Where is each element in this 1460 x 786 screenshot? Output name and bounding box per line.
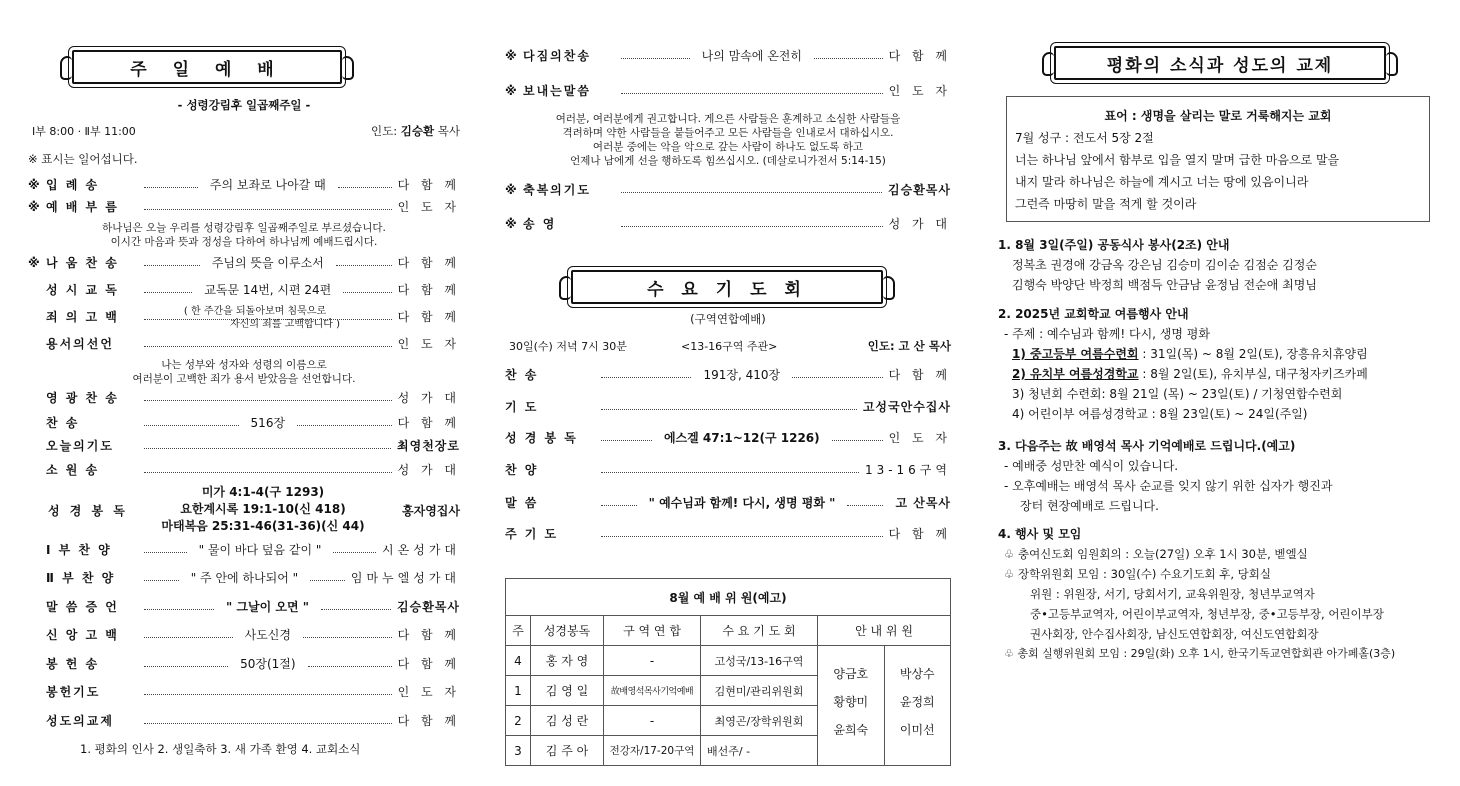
news-line: - 오후예배는 배영석 목사 순교를 잊지 않기 위한 십자가 행진과: [1004, 479, 1333, 493]
stand-mark: ※: [28, 255, 40, 270]
verse-line: 내지 말라 하나님은 하늘에 계시고 너는 땅에 있음이니라: [1015, 175, 1309, 189]
order-item: [28, 541, 460, 558]
dot-leader: [144, 723, 392, 724]
order-content: 516장: [245, 414, 292, 431]
dot-leader: [601, 440, 652, 441]
confession-note-line: 자신의 죄를 고백합니다 ): [230, 319, 341, 330]
news-line: - 예배중 성만찬 예식이 있습니다.: [1004, 459, 1179, 473]
table-header: 성경봉독: [531, 616, 604, 646]
table-cell: 故배영석목사기억예배: [604, 676, 701, 706]
order-label: 영 광 찬 송: [46, 391, 119, 405]
order-label: 성도의교제: [46, 714, 114, 728]
dot-leader: [144, 400, 392, 401]
order-item: [505, 215, 951, 232]
table-cell: -: [604, 706, 701, 736]
banner-curl-icon: [60, 56, 72, 80]
order-item: [505, 366, 951, 383]
dot-leader: [847, 505, 883, 506]
motto-box: [1006, 96, 1430, 222]
august-worship-committee-table: [505, 578, 951, 766]
call-to-worship-text: [28, 221, 460, 249]
order-responsible: 다 함 께: [397, 283, 461, 297]
order-label: 봉헌기도: [46, 685, 101, 699]
news-line: [998, 344, 1368, 364]
order-responsible: 다 함 께: [888, 527, 951, 541]
order-responsible: 인 도 자: [397, 337, 460, 351]
dot-leader: [144, 265, 200, 266]
dot-leader: [303, 637, 392, 638]
sending-line: 여러분, 여러분에게 권고합니다. 게으른 사람들은 훈계하고 소심한 사람들을: [555, 113, 901, 125]
dot-leader: [144, 425, 239, 426]
event-name: 1) 중고등부 여름수련회: [1012, 347, 1139, 361]
order-item: [505, 429, 951, 446]
banner-curl-icon: [883, 276, 895, 300]
scripture-line: 요한계시록 19:1-10(신 418): [180, 502, 346, 516]
table-cell: 최영곤/장학위원회: [701, 706, 818, 736]
order-responsible: 시온성가대: [382, 543, 461, 557]
table-cell: 4: [506, 646, 531, 676]
dot-leader: [832, 440, 883, 441]
table-cell: 전강자/17-20구역: [604, 736, 701, 766]
pardon-line: 여러분이 고백한 죄가 용서 받았음을 선언합니다.: [132, 373, 356, 385]
usher-name: 윤정희: [899, 695, 935, 709]
order-content: 191장, 410장: [697, 366, 786, 383]
wednesday-sub: (구역연합예배): [690, 312, 766, 326]
order-item: [28, 626, 460, 643]
order-responsible: 인 도 자: [397, 200, 460, 214]
order-label: 주 기 도: [505, 527, 559, 541]
news-line: 중•고등부교역자, 어린이부교역자, 청년부장, 중•고등부장, 어린이부장: [1030, 607, 1384, 621]
order-label: 예 배 부 름: [46, 200, 119, 214]
order-item: [28, 281, 460, 298]
order-content: 주님의 뜻을 이루소서: [206, 254, 330, 271]
order-item: [28, 655, 460, 672]
table-cell: 김현미/관리위원회: [701, 676, 818, 706]
sending-line: 격려하며 약한 사람들을 붙들어주고 모든 사람들을 인내로서 대하십시오.: [562, 127, 894, 139]
pardon-line: 나는 성부와 성자와 성령의 이름으로: [161, 359, 327, 371]
order-label: 축복의기도: [523, 183, 591, 197]
dot-leader: [338, 187, 392, 188]
verse-ref: 7월 성구 : 전도서 5장 2절: [1015, 131, 1154, 145]
news-item-3: [998, 436, 1332, 516]
order-item: [505, 461, 951, 478]
table-cell: 배선주/ -: [701, 736, 818, 766]
banner-curl-icon: [1386, 52, 1398, 76]
order-label: 소 원 송: [46, 463, 100, 477]
ushers-group-a: [818, 646, 885, 765]
banner-curl-icon: [1042, 52, 1054, 76]
order-responsible: 고성국안수집사: [862, 400, 951, 414]
dot-leader: [814, 58, 883, 59]
banner-curl-icon: [559, 276, 571, 300]
sending-words-text: [505, 112, 951, 168]
dot-leader: [144, 580, 179, 581]
order-label: 성 경 봉 독: [505, 431, 578, 445]
order-label: 나 움 찬 송: [46, 256, 119, 270]
news-title: 4. 행사 및 모임: [998, 527, 1082, 541]
stand-mark: ※: [505, 216, 517, 231]
order-label: 봉 헌 송: [46, 657, 100, 671]
table-header: 구 역 연 합: [604, 616, 701, 646]
order-content: " 주 안에 하나되어 ": [185, 569, 304, 586]
order-responsible: 다 함 께: [397, 256, 460, 270]
wednesday-time: 30일(수) 저녁 7시 30분: [509, 340, 627, 353]
order-content: " 그날이 오면 ": [220, 598, 315, 615]
stand-mark: ※: [505, 48, 517, 63]
news-title: 3. 다음주는 故 배영석 목사 기억예배로 드립니다.(예고): [998, 439, 1296, 453]
news-line: ♧ 장학위원회 모임 : 30일(수) 수요기도회 후, 당회실: [1004, 567, 1271, 581]
table-cell: 2: [506, 706, 531, 736]
table-header: 안 내 위 원: [818, 616, 951, 646]
order-responsible: 다 함 께: [397, 657, 461, 671]
scripture-reader: 홍자영집사: [402, 504, 460, 518]
order-responsible: 인 도 자: [888, 84, 951, 98]
order-content: 교독문 14번, 시편 24편: [198, 281, 337, 298]
dot-leader: [144, 609, 214, 610]
order-responsible: 성 가 대: [397, 463, 460, 477]
order-responsible: 13-16구역: [864, 463, 951, 477]
news-banner: [1054, 46, 1386, 80]
dot-leader: [321, 609, 391, 610]
dot-leader: [621, 93, 883, 94]
news-line: 장터 현장예배로 드립니다.: [1020, 499, 1159, 513]
usher-name: 이미선: [899, 723, 935, 737]
usher-name: 양금호: [833, 667, 869, 681]
order-label: 찬 양: [505, 463, 539, 477]
news-line: 4) 어린이부 여름성경학교 : 8월 23일(토) ~ 24일(주일): [1012, 407, 1308, 421]
order-content: 나의 맘속에 온전히: [696, 47, 808, 64]
order-item: [28, 461, 460, 478]
dot-leader: [144, 552, 187, 553]
news-item-2: [998, 304, 1368, 424]
dot-leader: [144, 292, 192, 293]
dot-leader: [601, 409, 857, 410]
banner-curl-icon: [342, 56, 354, 80]
news-title: 2. 2025년 교회학교 여름행사 안내: [998, 307, 1189, 321]
news-line: 권사회장, 안수집사회장, 남신도연합회장, 여신도연합회장: [1030, 627, 1319, 641]
table-cell: 1: [506, 676, 531, 706]
dot-leader: [297, 425, 392, 426]
order-responsible: 인 도 자: [397, 685, 460, 699]
table-header: 수 요 기 도 회: [701, 616, 818, 646]
news-line: - 주제 : 예수님과 함께! 다시, 생명 평화: [1004, 327, 1210, 341]
event-name: 2) 유치부 여름성경학교: [1012, 367, 1139, 381]
table-cell: 김 주 아: [531, 736, 604, 766]
news-item-1: [998, 235, 1317, 295]
order-item: [28, 683, 460, 700]
dot-leader: [343, 292, 391, 293]
order-item: [28, 198, 460, 215]
usher-name: 황향미: [833, 695, 869, 709]
leader-name: 김승환: [400, 124, 435, 138]
order-label: 찬 송: [46, 416, 80, 430]
news-line: ♧ 총회 실행위원회 모임 : 29일(화) 오후 1시, 한국기독교연합회관 아가페홀(3층): [1004, 647, 1396, 660]
table-header: 주: [506, 616, 531, 646]
order-label: 성 시 교 독: [46, 283, 119, 297]
news-title: 1. 8월 3일(주일) 공동식사 봉사(2조) 안내: [998, 238, 1230, 252]
stand-mark: ※: [28, 177, 40, 192]
order-item: [505, 494, 951, 511]
leader-suffix: 목사: [437, 124, 460, 138]
sunday-worship-banner: [72, 50, 342, 84]
dot-leader: [144, 472, 392, 473]
order-responsible: 임마누엘성가대: [350, 571, 461, 585]
ushers-cell: [818, 646, 951, 766]
order-content: 50장(1절): [234, 655, 301, 672]
event-detail: : 8월 2일(토), 유치부실, 대구청자키즈카페: [1138, 367, 1368, 381]
table-row: [506, 646, 951, 676]
order-item: [505, 398, 951, 415]
table-cell: -: [604, 646, 701, 676]
order-item: [28, 335, 460, 352]
dot-leader: [621, 58, 690, 59]
dot-leader: [144, 346, 392, 347]
dot-leader: [601, 505, 637, 506]
stand-note: ※ 표시는 일어섭니다.: [28, 152, 138, 166]
usher-name: 윤희숙: [833, 723, 869, 737]
order-label: 신 앙 고 백: [46, 628, 119, 642]
order-label: 죄 의 고 백: [46, 310, 119, 324]
dot-leader: [144, 187, 198, 188]
order-responsible: 고 산목사: [895, 496, 951, 510]
order-content: 주의 보좌로 나아갈 때: [204, 176, 332, 193]
usher-name: 박상수: [899, 667, 935, 681]
order-content: 사도신경: [239, 626, 297, 643]
scripture-line: 마태복음 25:31-46(31-36)(신 44): [161, 519, 365, 533]
order-responsible: 성 가 대: [888, 217, 951, 231]
stand-mark: ※: [505, 182, 517, 197]
table-cell: 김 성 란: [531, 706, 604, 736]
order-item: [505, 181, 951, 198]
order-label: 용서의선언: [46, 337, 114, 351]
dot-leader: [333, 552, 376, 553]
order-item: [28, 176, 460, 193]
order-item: [28, 389, 460, 406]
order-label: 다짐의찬송: [523, 49, 591, 63]
order-item: [505, 47, 951, 64]
dot-leader: [621, 192, 882, 193]
banner-title: 평화의 소식과 성도의 교제: [1106, 55, 1334, 76]
dot-leader: [601, 472, 859, 473]
order-item: [28, 712, 460, 729]
news-line: 김행숙 박양단 박정희 백점득 안금남 윤정님 전순애 최명님: [1012, 278, 1317, 292]
dot-leader: [601, 377, 691, 378]
ushers-group-b: [885, 646, 951, 765]
stand-mark: ※: [28, 199, 40, 214]
order-label: 찬 송: [505, 368, 539, 382]
call-text-line: 이시간 마음과 뜻과 정성을 다하여 하나님께 예배드립시다.: [110, 236, 378, 248]
order-label: 보내는말씀: [523, 84, 591, 98]
worship-subtitle: - 성령강림후 일곱째주일 -: [177, 98, 311, 112]
leader-label: 인도:: [371, 124, 398, 138]
dot-leader: [308, 666, 392, 667]
order-label: 말 씀: [505, 496, 539, 510]
event-detail: : 31일(목) ~ 8월 2일(토), 장흥유치휴양림: [1138, 347, 1368, 361]
order-label: 기 도: [505, 400, 539, 414]
dot-leader: [144, 666, 228, 667]
verse-line: 너는 하나님 앞에서 함부로 입을 열지 말며 급한 마음으로 말을: [1015, 153, 1340, 167]
order-responsible: 다 함 께: [397, 714, 460, 728]
order-label: 송 영: [523, 217, 557, 231]
dot-leader: [601, 536, 883, 537]
dot-leader: [144, 694, 392, 695]
order-content: " 예수님과 함께! 다시, 생명 평화 ": [643, 494, 842, 511]
order-item: [28, 569, 460, 586]
wednesday-host: <13-16구역 주관>: [681, 340, 778, 353]
wednesday-leader: 인도: 고 산 목사: [867, 339, 951, 353]
order-item: [505, 525, 951, 542]
table-cell: 홍 자 영: [531, 646, 604, 676]
table-title: 8월 예 배 위 원(예고): [506, 579, 951, 616]
dot-leader: [144, 637, 233, 638]
news-line: ♧ 충여신도회 임원회의 : 오늘(27일) 오후 1시 30분, 벧엘실: [1004, 547, 1308, 561]
order-label: Ⅱ 부 찬 양: [46, 571, 116, 585]
order-label: Ⅰ 부 찬 양: [46, 543, 112, 557]
verse-line: 그런즉 마땅히 말을 적게 할 것이라: [1015, 197, 1197, 211]
order-item: [28, 254, 460, 271]
fellowship-note: 1. 평화의 인사 2. 생일축하 3. 새 가족 환영 4. 교회소식: [80, 742, 361, 756]
order-responsible: 성 가 대: [397, 391, 460, 405]
order-responsible: 다 함 께: [397, 310, 460, 324]
order-item: [28, 437, 460, 454]
order-label: 입 례 송: [46, 178, 100, 192]
dot-leader: [621, 226, 883, 227]
dot-leader: [336, 265, 392, 266]
order-content: " 물이 바다 덮음 같이 ": [193, 541, 328, 558]
order-item: [28, 414, 460, 431]
news-line: 정복초 권경애 강금옥 강은님 김승미 김이순 김점순 김정순: [1012, 258, 1317, 272]
news-line: [998, 364, 1368, 384]
sending-line: 언제나 남에게 선을 행하도록 힘쓰십시오. (데살로니가전서 5:14-15): [570, 155, 886, 167]
service-time: Ⅰ부 8:00 · Ⅱ부 11:00: [32, 125, 136, 138]
dot-leader: [792, 377, 882, 378]
news-item-4: [998, 524, 1395, 664]
pardon-text: [28, 358, 460, 386]
confession-note-line: ( 한 주간을 되돌아보며 침묵으로: [183, 306, 327, 317]
order-responsible: 다 함 께: [397, 416, 460, 430]
table-cell: 3: [506, 736, 531, 766]
worship-leader: [371, 123, 460, 139]
dot-leader: [144, 209, 392, 210]
dot-leader: [144, 448, 391, 449]
scripture-readings: [158, 484, 368, 535]
dot-leader: [310, 580, 345, 581]
wednesday-prayer-banner: [571, 270, 883, 304]
sending-line: 여러분 중에는 악을 악으로 갚는 사람이 하나도 없도록 하고: [592, 141, 864, 153]
scripture-line: 미가 4:1-4(구 1293): [201, 485, 325, 499]
banner-title: 수 요 기 도 회: [647, 279, 807, 300]
order-responsible: 김승환목사: [397, 600, 460, 614]
order-responsible: 다 함 께: [888, 368, 951, 382]
order-label: 오늘의기도: [46, 439, 114, 453]
motto-title: 표어 : 생명을 살리는 말로 거룩해지는 교회: [1104, 109, 1332, 123]
confession-note: [170, 305, 340, 331]
order-responsible: 김승환목사: [888, 183, 951, 197]
order-item: [28, 598, 460, 615]
banner-title: 주 일 예 배: [130, 59, 284, 80]
news-line: 3) 청년회 수련회: 8월 21일 (목) ~ 23일(토) / 기청연합수련회: [1012, 387, 1343, 401]
table-cell: 김 영 일: [531, 676, 604, 706]
call-text-line: 하나님은 오늘 우리를 성령강림후 일곱째주일로 부르셨습니다.: [102, 222, 386, 234]
scripture-label: 성 경 봉 독: [48, 504, 128, 518]
news-line: 위원 : 위원장, 서기, 당회서기, 교육위원장, 청년부교역자: [1030, 587, 1315, 601]
order-responsible: 다 함 께: [888, 49, 951, 63]
order-item: [505, 82, 951, 99]
order-responsible: 인 도 자: [888, 431, 952, 445]
order-label: 말 씀 증 언: [46, 600, 119, 614]
order-content: 에스겔 47:1~12(구 1226): [658, 429, 826, 446]
order-responsible: 다 함 께: [397, 628, 460, 642]
stand-mark: ※: [505, 83, 517, 98]
order-responsible: 다 함 께: [397, 178, 460, 192]
table-cell: 고성국/13-16구역: [701, 646, 818, 676]
order-responsible: 최영천장로: [397, 439, 460, 453]
